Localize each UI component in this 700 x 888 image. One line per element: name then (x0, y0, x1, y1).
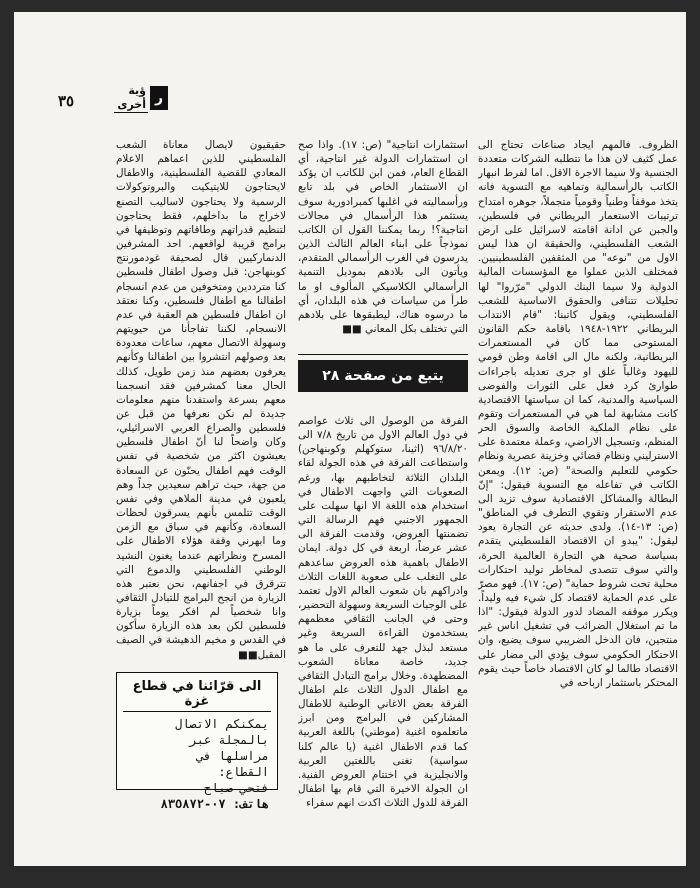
column-middle-bottom-text: الفرقة من الوصول الى ثلاث عواصم في دول العالم الاول من تاريخ ٧/٨ الى ٩٦/٨/٢٠ (اثينا، ستوكهلم وكوبنهاجن) واستطاعت الفرقة في هذه الجولة لقاء البلدان الثلاثة لتخاطبهم بها، ورغم الصعوبات التي واجهت الاطفال في استخدام هذه اللغة الا انها سهلت على الجمهور الاجنبي فهم الرسالة التي تضمنتها العروض، وقدمت الفرقة الى عشر عرضاً، اربعة في كل دولة. ايمان الاطفال باهمية هذه العروض ساعدهم على التغلب على صعوبة اللغات الثلاث وادراكهم بان شعوب العالم الاول تعتمد على الوجبات السريعة وسهولة التحضير، وحتى في الجانب الثقافي معظمهم يستخدمون القراءة السريعة وغير مستعد لبذل جهد للتعرف على ما هو جديد، خاصة معاناة الشعوب المضطهدة. وخلال برامج التبادل الثقافي مع اطفال الدول الثلاث علم اطفال الفرقة بعض الاغاني الوطنية للاطفال المشاركين في البرامج ومن ابرز ماتعلموه اغنية (موطني) باللغة العربية كما قدم الاطفال اغنية (يا عالم كلنا سواسية) تغنى باللغتين العربية والانجليزية في اختتام العروض الفنية. ان الجولة الاخيرة التي قام بها اطفال الفرقة للدول الثلاث اكدت انهم سفراء (298, 415, 468, 810)
logo-word-1: ؤية (128, 84, 146, 97)
notice-line-5: فتحي صباح (203, 781, 269, 795)
readers-notice-box (116, 672, 278, 811)
column-middle-bottom (298, 414, 468, 858)
column-middle-top-text: استثمارات انتاجية" (ص: ١٧). واذا صح ان استثمارات الدولة غير انتاجية، أي القطاع العام، فمن ابن للكاتب ان يؤكد ان الاستثمار الخاص في بلد تابع ورأسماليته في اغلبها كمبرادورية سوف يستثمر هذا الرأسمال في مجالات انتاجية؟! ربما يمكننا القول ان الكاتب نموذجاً على ابناء العالم الثالث الذين يدرسون في الغرب الرأسمالي المتقدم، ويأتون الى بلادهم بموديل التنمية الرأسمالي الكلاسيكي المألوف او ما طرأ من سياسات في هذه البلدان، أي ما درسوه هناك، ليطبقوها على بلادهم التي تختلف بكل المعاني ■■ (298, 139, 468, 336)
logo-letter: ر (150, 86, 168, 110)
banner-rule (298, 354, 468, 355)
notice-line-2: بالمجلة عبر (189, 733, 269, 747)
page-number: ٣٥ (58, 92, 75, 110)
notice-line-3: مراسلها في (196, 749, 269, 763)
column-right-text: الظروف. فالمهم ايجاد صناعات تحتاج الى عمل كثيف لان هذا ما تتطلبه الشركات متعددة الجنسية ولا سيما الاجرة الاقل. اما لفرط انبهار الكاتب بالرأسمالية وتماهيه مع التسوية فانه يتخذ موقفاً وطنياً وقومياً متجملاً، جوهره امتداح ترتيبات الاستعمار البريطاني في فلسطين، والجبن عن ادانة اقامته لاسرائيل على ارض الشعب الفلسطيني، والحقيقة ان هذا ليس الاول من "نوعه" من المثقفين الفلسطينيين. فمختلف الذين عملوا مع المؤسسات المالية الدولية ولا سيما البنك الدولي "مرّروا" لها تحليلات تتنافى والحقوق الاساسية للشعب الفلسطيني، ويقول كاتبنا: "قام الانتداب البريطاني ١٩٢٢-١٩٤٨ باقامة حكم القانون المستوحى مما كان في المستعمرات البريطانية، ولكنه مال الى اقامة وطن قومي لليهود وغالباً علق او جرى تعديله باجراءات طوارئ كرد فعل على الثورات والفوضى السياسية والمدنية، كما ان سياستها الاقتصادية كانت مشابهة لما هي في المستعمرات وتقوم على نظام الملكية الخاصة والسوق الحر المنظم، وتسجيل الاراضي، وعملة معتمدة على الاسترليني ونظام قضائي وخزينة عصرية ونظام حكومي للتعليم والصحة" (ص: ١٢). ويمعن الكاتب في تفاعله مع التسوية فيقول: "إنّ البطالة والمشاكل الاقتصادية سوف تزيد الى عدم الاستقرار وتقوي التطرف في المناطق" (ص: ١٣-١٤). ولدى حديثه عن التجارة يعود ليقول: "يبدو ان الاقتصاد الفلسطيني يتقدم بسياسة صحية هي التجارة العالمية الحرة، والتي سوف تتصدى لمخاطر توليد احتكارات محلية تحت شروط حماية" (ص: ١٧). فهو مصرّ على عدم الحماية لاقتصاد كل شيء فيه وليداً. ويكرر موقفه المضاد لدور الدولة فيقول: "اذا ما تم استغلال الضرائب في تشغيل اناس غير منتجين، فان الدخل الضريبي سوف يضيع، وان الاحتكار الحكومي سوف يؤدي الى مضار على الاقتصاد طالما لو كان الاقتصاد خاصاً حيث يقوم المحتكر باستثمار ارباحه في (478, 139, 678, 689)
magazine-page (14, 12, 686, 866)
column-right (478, 138, 678, 858)
logo-rule (114, 112, 148, 113)
notice-line-1: يمكنكم الاتصال (175, 717, 269, 731)
notice-phone: هاتف: ٠٧-٨٣٥٨٧٢ (160, 797, 269, 811)
continued-banner: يتبع من صفحة ٢٨ (298, 360, 468, 392)
column-left-text: حقيقيون لايصال معاناة الشعب الفلسطيني للذين اعماهم الاعلام المعادي للقضية الفلسطينية، والاطفال لايحتاجون للايتيكيت والبروتوكولات الرسمية ولا يحتاجون لاساليب التصنع لاخراج ما بداخلهم، فقط يحتاجون لتنظيم قدراتهم وطاقاتهم وتوظيفها في برامج قريبة لواقعهم. احد المشرفين الدنماركيين قال لصحيفة غودمورنتج كوبنهاجن: قبل وصول اطفال فلسطين كنا مترددين ومتخوفين من عدم انسجام اطفالنا مع اطفال فلسطين، وكنا نعتقد ان اطفال فلسطين هم العقبة في عدم الانسجام، لكننا تفاجأنا من حيويتهم وسهولة الاتصال معهم، ساعات معدودة بعد وصولهم انتشروا بين اطفالنا وكأنهم يعرفون بعضهم منذ زمن طويل، كذلك الحال معنا كمشرفين فقد انسجمنا معهم بسرعة واستفدنا منهم معلومات جديدة لم نكن نعرفها من قبل عن فلسطين والصراع العربي الاسرائيلي، وكان واضحاً لنا أنّ اطفال فلسطين يعيشون اكثر من شخصية في نفس الوقت فهم اطفال يحنّون عن السعادة من جهة، حيث تراهم سعيدين جداً وهم يلعبون في مدينة الملاهي وفي نفس الوقت تتلمس بأنهم يسرقون لحظات السعادة، وكأنهم في سباق مع الزمن وما ابهرني وقفة هؤلاء الاطفال على المسرح ونظراتهم عندما يغنون النشيد الوطني الفلسطيني والدموع التي تترقرق في اجفانهم، نحن نعتبر هذه الزيارة من انجح البرامج للتبادل الثقافي وانا شخصياً لم افكر يوماً بزيارة فلسطين لكن بعد هذه الزيارة سأكون في القدس و مخيم الدهيشة في الصيف المقبل■■ (116, 139, 286, 661)
logo-word-2: أخرى (117, 98, 146, 111)
column-left (116, 138, 286, 673)
notice-line-4: القطاع: (218, 765, 269, 779)
column-middle-top (298, 138, 468, 348)
notice-heading: الى قرّائنا في قطاع غزة (123, 679, 271, 712)
section-logo (114, 84, 170, 114)
